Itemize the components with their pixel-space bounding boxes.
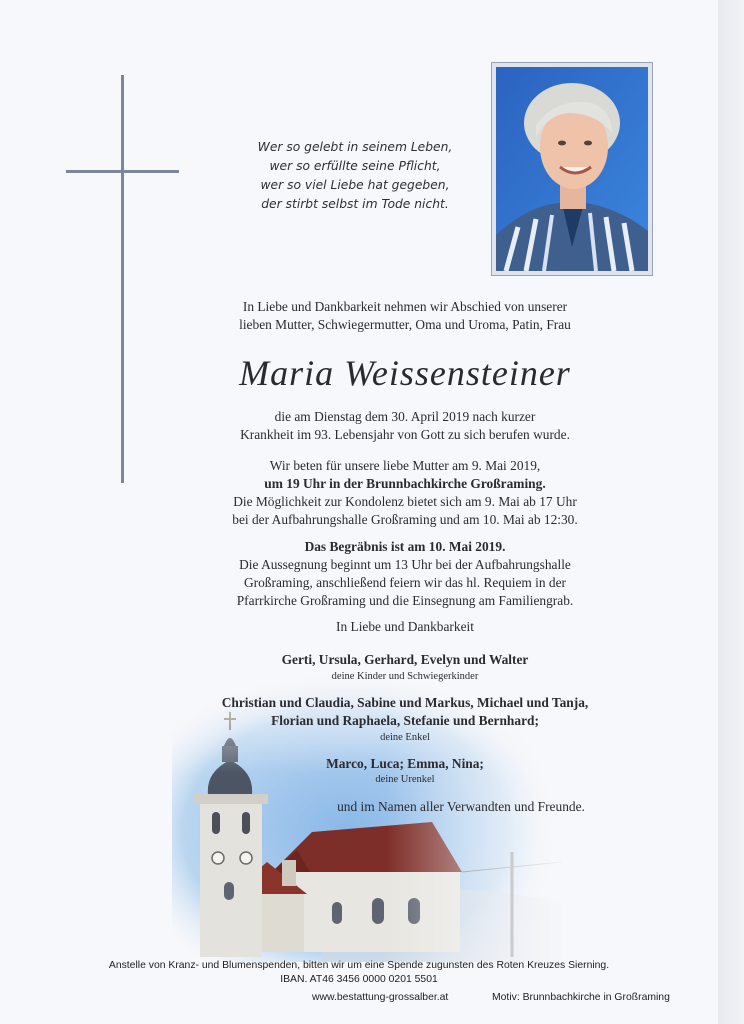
grandchildren-names <box>160 694 650 730</box>
memorial-poem <box>230 138 480 214</box>
website-link[interactable]: www.bestattung-grossalber.at <box>312 992 449 1003</box>
funeral-line: Die Aussegnung beginnt um 13 Uhr bei der Aufbahrungshalle <box>239 557 571 572</box>
poem-line: wer so viel Liebe hat gegeben, <box>260 178 450 192</box>
grandchildren-line: Florian und Raphaela, Stefanie und Bernhard; <box>271 713 539 728</box>
cross-horizontal-bar <box>66 170 179 173</box>
cross-vertical-bar <box>121 75 124 483</box>
death-line: die am Dienstag dem 30. April 2019 nach kurzer <box>274 409 536 424</box>
prayer-time <box>160 475 650 493</box>
funeral-line: Pfarrkirche Großraming und die Einsegnung am Familiengrab. <box>236 593 574 608</box>
prayer-line: Wir beten für unsere liebe Mutter am 9. Mai 2019, <box>269 458 541 473</box>
portrait-illustration <box>496 67 648 271</box>
donation-notice: Anstelle von Kranz- und Blumenspenden, bitten wir um eine Spende zugunsten des Roten Kreuzes Sierning. <box>108 960 610 971</box>
deceased-name: Maria Weissensteiner <box>239 353 571 393</box>
poem-line: der stirbt selbst im Tode nicht. <box>261 197 449 211</box>
children-names: Gerti, Ursula, Gerhard, Evelyn und Walter <box>281 652 529 667</box>
scan-margin <box>718 0 744 1024</box>
closing-text: In Liebe und Dankbarkeit <box>336 619 474 634</box>
intro-line: In Liebe und Dankbarkeit nehmen wir Abschied von unserer <box>242 299 568 314</box>
great-grandchildren-role: deine Urenkel <box>375 774 435 785</box>
funeral-line: Großraming, anschließend feiern wir das hl. Requiem in der <box>243 575 567 590</box>
prayer-time-place: 19 Uhr in der Brunnbachkirche Großraming. <box>286 476 546 491</box>
poem-line: wer so erfüllte seine Pflicht, <box>269 159 441 173</box>
poem-line: Wer so gelebt in seinem Leben, <box>257 140 453 154</box>
intro-text <box>160 298 650 334</box>
motif-caption: Motiv: Brunnbachkirche in Großraming <box>492 992 670 1003</box>
death-notice <box>160 408 650 444</box>
grandchildren-line: Christian und Claudia, Sabine und Markus, Michael und Tanja, <box>221 695 589 710</box>
relatives-line: und im Namen aller Verwandten und Freunde. <box>337 799 585 814</box>
death-line: Krankheit im 93. Lebensjahr von Gott zu sich berufen wurde. <box>240 427 570 442</box>
children-role: deine Kinder und Schwiegerkinder <box>331 671 479 682</box>
prayer-info <box>160 457 650 529</box>
great-grandchildren-names: Marco, Luca; Emma, Nina; <box>326 756 484 771</box>
condolence-line: Die Möglichkeit zur Kondolenz bietet sich am 9. Mai ab 17 Uhr <box>233 494 577 509</box>
grandchildren-role: deine Enkel <box>380 732 430 743</box>
intro-line: lieben Mutter, Schwiegermutter, Oma und Uroma, Patin, Frau <box>239 317 571 332</box>
prayer-time-prefix: um <box>264 476 287 491</box>
funeral-info <box>160 538 650 610</box>
funeral-heading: Das Begräbnis ist am 10. Mai 2019. <box>304 539 506 554</box>
condolence-line: bei der Aufbahrungshalle Großraming und am 10. Mai ab 12:30. <box>232 512 578 527</box>
iban: IBAN. AT46 3456 0000 0201 5501 <box>280 974 438 985</box>
portrait-photo <box>491 62 653 276</box>
